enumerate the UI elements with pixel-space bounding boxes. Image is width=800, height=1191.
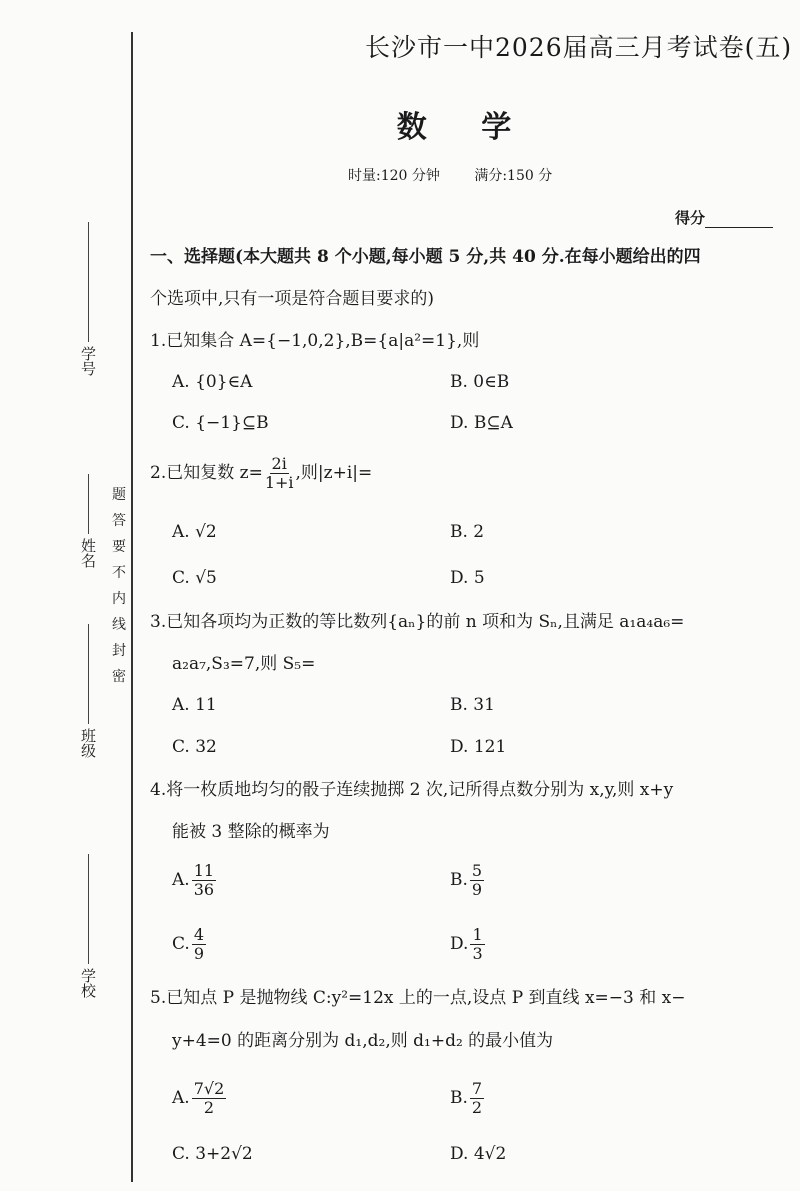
name-field[interactable] — [78, 470, 98, 568]
class-label: 班级 — [79, 728, 97, 758]
seal-char: 线 — [112, 617, 126, 633]
q1-option-c[interactable]: C. {−1}⊆B — [172, 413, 269, 433]
q4-stem-line2: 能被 3 整除的概率为 — [172, 822, 330, 842]
q5-option-c[interactable]: C. 3+2√2 — [172, 1144, 253, 1164]
frac-num: 4 — [193, 925, 204, 944]
frac-den: 9 — [193, 944, 204, 963]
seal-char: 答 — [112, 513, 126, 529]
q4-option-c-fraction — [192, 926, 206, 963]
q5-option-a[interactable] — [172, 1080, 228, 1117]
q1-stem: 1.已知集合 A={−1,0,2},B={a|a²=1},则 — [150, 331, 480, 351]
q2-stem-pre: 2.已知复数 z= — [150, 463, 263, 483]
frac-den: 36 — [193, 880, 215, 899]
q2-option-c[interactable]: C. √5 — [172, 568, 217, 588]
q3-option-a[interactable]: A. 11 — [172, 695, 217, 715]
q4-option-d[interactable] — [450, 926, 487, 963]
q5-option-a-fraction — [192, 1080, 227, 1117]
seal-char: 密 — [112, 669, 126, 685]
name-label: 姓名 — [79, 538, 97, 568]
q4-option-a[interactable] — [172, 862, 218, 899]
q3-option-c[interactable]: C. 32 — [172, 737, 217, 757]
frac-den: 9 — [471, 880, 483, 899]
q4-option-b-label: B. — [450, 870, 468, 890]
q5-option-a-label: A. — [172, 1088, 190, 1108]
section-heading: 一、选择题(本大题共 8 个小题,每小题 5 分,共 40 分.在每小题给出的四 — [150, 247, 701, 267]
q4-option-a-label: A. — [172, 870, 190, 890]
frac-num: 7 — [471, 1079, 483, 1098]
exam-title: 长沙市一中2026届高三月考试卷(五) — [365, 33, 793, 62]
school-label: 学校 — [79, 968, 97, 998]
class-field[interactable] — [78, 620, 98, 758]
q4-option-a-fraction — [192, 862, 216, 899]
q2-option-b[interactable]: B. 2 — [450, 522, 485, 542]
frac-den: 2 — [203, 1098, 215, 1117]
q4-option-c[interactable] — [172, 926, 208, 963]
seal-char: 题 — [112, 487, 126, 503]
frac-den: 3 — [472, 944, 483, 963]
frac-num: 11 — [193, 861, 215, 880]
seal-char: 要 — [112, 539, 126, 555]
student-id-field[interactable] — [78, 218, 98, 376]
frac-num: 5 — [471, 861, 483, 880]
score-label: 得分 — [675, 209, 706, 227]
q4-option-b-fraction — [470, 862, 484, 899]
q1-option-b[interactable]: B. 0∈B — [450, 372, 510, 392]
frac-num: 1 — [472, 925, 483, 944]
q2-fraction — [265, 455, 294, 492]
q1-option-a[interactable]: A. {0}∈A — [172, 372, 253, 392]
q2-stem-post: ,则|z+i|= — [295, 463, 373, 483]
q5-option-d[interactable]: D. 4√2 — [450, 1144, 507, 1164]
q3-option-b[interactable]: B. 31 — [450, 695, 495, 715]
score-box[interactable] — [675, 207, 773, 228]
exam-meta — [348, 165, 552, 185]
q4-stem-line1: 4.将一枚质地均匀的骰子连续抛掷 2 次,记所得点数分别为 x,y,则 x+y — [150, 780, 674, 800]
seal-warning — [109, 482, 129, 690]
q1-option-d[interactable]: D. B⊆A — [450, 413, 513, 433]
school-field[interactable] — [78, 850, 98, 998]
frac-den: 2 — [471, 1098, 483, 1117]
seal-char: 内 — [112, 591, 126, 607]
q3-stem-line2: a₂a₇,S₃=7,则 S₅= — [172, 654, 316, 674]
q2-frac-num: 2i — [271, 454, 287, 473]
q5-stem-line2: y+4=0 的距离分别为 d₁,d₂,则 d₁+d₂ 的最小值为 — [172, 1031, 554, 1051]
binding-line — [131, 32, 133, 1182]
full-score: 满分:150 分 — [474, 168, 553, 184]
frac-num: 7√2 — [193, 1079, 225, 1098]
q2-option-d[interactable]: D. 5 — [450, 568, 485, 588]
q2-frac-den: 1+i — [264, 473, 294, 492]
q5-option-b-fraction — [470, 1080, 484, 1117]
q4-option-d-label: D. — [450, 934, 469, 954]
score-blank[interactable] — [705, 213, 773, 228]
q4-option-c-label: C. — [172, 934, 190, 954]
q5-option-b-label: B. — [450, 1088, 468, 1108]
q5-option-b[interactable] — [450, 1080, 486, 1117]
time-limit: 时量:120 分钟 — [348, 168, 440, 184]
q4-option-b[interactable] — [450, 862, 486, 899]
q2-option-a[interactable]: A. √2 — [172, 522, 217, 542]
q2-stem — [150, 455, 372, 492]
seal-char: 封 — [112, 643, 126, 659]
q4-option-d-fraction — [470, 926, 484, 963]
q3-option-d[interactable]: D. 121 — [450, 737, 507, 757]
section-heading-cont: 个选项中,只有一项是符合题目要求的) — [150, 289, 435, 309]
q5-stem-line1: 5.已知点 P 是抛物线 C:y²=12x 上的一点,设点 P 到直线 x=−3 和 x− — [150, 988, 686, 1008]
seal-char: 不 — [112, 565, 126, 581]
q3-stem-line1: 3.已知各项均为正数的等比数列{aₙ}的前 n 项和为 Sₙ,且满足 a₁a₄a₆= — [150, 612, 685, 632]
student-id-label: 学号 — [79, 346, 97, 376]
subject-title: 数 学 — [396, 110, 534, 145]
